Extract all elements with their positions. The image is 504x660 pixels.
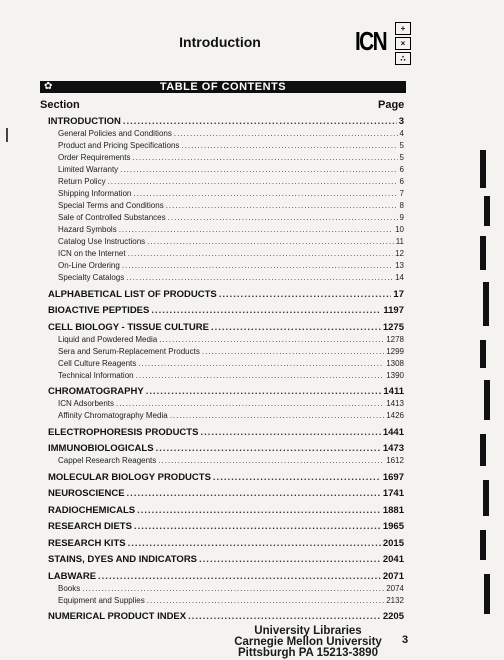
dot-leader — [200, 427, 380, 439]
toc-entry-page: 2132 — [386, 595, 404, 605]
toc-subsection-row — [48, 260, 404, 272]
toc-section-row — [48, 443, 404, 455]
dot-leader — [146, 386, 382, 398]
toc-section-row — [48, 571, 404, 583]
toc-entry-page: 9 — [399, 213, 404, 222]
dot-leader — [174, 128, 398, 140]
logo-boxes — [395, 22, 411, 63]
margin-mark — [6, 128, 8, 142]
toc-entry-page: 12 — [395, 249, 404, 258]
toc-subsection-row — [48, 152, 404, 164]
toc-entry-label: ICN on the Internet — [58, 249, 126, 258]
dot-leader — [128, 248, 394, 260]
toc-entry-label: Technical Information — [58, 370, 134, 380]
toc-entry-page: 2071 — [382, 570, 404, 582]
toc-entry-page: 1413 — [386, 399, 404, 408]
toc-section-row — [48, 427, 404, 439]
section-column-header: Section — [40, 99, 80, 111]
toc-entry-page: 5 — [399, 153, 404, 162]
toc-section-row — [48, 386, 404, 398]
toc-subsection-row — [48, 236, 404, 248]
banner-title: TABLE OF CONTENTS — [159, 81, 287, 93]
library-stamp — [218, 626, 398, 659]
toc-subsection-row — [48, 140, 404, 152]
toc-subsection-row — [48, 370, 404, 382]
toc-subsection-row — [48, 346, 404, 358]
toc-banner — [40, 81, 406, 93]
toc-entry-page: 1441 — [382, 426, 404, 438]
toc-section-row — [48, 322, 404, 334]
toc-entry-label: Sale of Controlled Substances — [58, 213, 166, 222]
toc-entry-page: 3 — [398, 116, 404, 127]
toc-entry-page: 6 — [399, 177, 404, 186]
dot-leader — [136, 370, 385, 382]
binding-edge-marks — [480, 150, 494, 650]
dot-leader — [202, 346, 384, 358]
toc-entry-page: 1278 — [386, 334, 404, 344]
toc-entry-label: LABWARE — [48, 570, 97, 582]
toc-entry-page: 13 — [395, 261, 404, 270]
toc-section-row — [48, 554, 404, 566]
toc-entry-page: 1275 — [382, 321, 404, 333]
toc-section-row — [48, 538, 404, 550]
stamp-line: Carnegie Mellon University — [234, 636, 382, 648]
toc-subsection-row — [48, 583, 404, 595]
toc-entry-page: 1197 — [383, 305, 404, 316]
toc-entry-label: Specialty Catalogs — [58, 273, 125, 282]
toc-entry-page: 1411 — [383, 386, 404, 397]
dot-leader — [127, 488, 381, 500]
toc-entry-page: 5 — [399, 141, 404, 150]
banner-emblem-icon: ✿ — [44, 81, 53, 92]
toc-subsection-row — [48, 248, 404, 260]
toc-subsection-row — [48, 200, 404, 212]
toc-entry-label: Return Policy — [58, 177, 106, 186]
toc-entry-page: 1308 — [386, 358, 404, 368]
toc-subsection-row — [48, 188, 404, 200]
stamp-line: Pittsburgh PA 15213-3890 — [238, 647, 378, 659]
toc-entry-label: Order Requirements — [58, 153, 131, 162]
dot-leader — [199, 554, 381, 566]
toc-entry-label: CHROMATOGRAPHY — [48, 386, 144, 397]
page-column-header: Page — [378, 99, 405, 111]
toc-entry-label: MOLECULAR BIOLOGY PRODUCTS — [48, 471, 211, 483]
toc-subsection-row — [48, 358, 404, 370]
toc-entry-page: 1881 — [382, 504, 404, 516]
logo-text: ICN — [355, 26, 387, 56]
toc-section-row — [48, 289, 404, 301]
dot-leader — [123, 116, 397, 128]
toc-entry-label: Liquid and Powdered Media — [58, 334, 158, 344]
toc-entry-page: 14 — [395, 273, 404, 282]
toc-subsection-row — [48, 455, 404, 467]
dot-leader — [119, 224, 393, 236]
toc-entry-page: 2205 — [382, 611, 404, 622]
logo-box-icon: ∴ — [395, 52, 411, 65]
dot-leader — [128, 538, 381, 550]
toc-entry-page: 2074 — [386, 583, 404, 593]
toc-entry-page: 1612 — [386, 456, 404, 465]
dot-leader — [147, 236, 394, 248]
toc-subsection-row — [48, 224, 404, 236]
toc-section-row — [48, 116, 404, 128]
toc-entry-page: 1473 — [382, 443, 404, 454]
dot-leader — [213, 472, 381, 484]
dot-leader — [126, 272, 393, 284]
toc-entry-page: 1741 — [382, 488, 404, 499]
dot-leader — [158, 455, 384, 467]
toc-entry-label: Shipping Information — [58, 189, 132, 198]
toc-entry-label: Hazard Symbols — [58, 225, 117, 234]
toc-section-row — [48, 611, 404, 623]
toc-section-row — [48, 521, 404, 533]
dot-leader — [116, 398, 384, 410]
toc-entry-label: ALPHABETICAL LIST OF PRODUCTS — [48, 288, 217, 300]
toc-entry-label: Limited Warranty — [58, 165, 119, 174]
toc-entry-label: Affinity Chromatography Media — [58, 411, 168, 420]
toc-entry-label: NEUROSCIENCE — [48, 488, 125, 499]
toc-entry-label: STAINS, DYES AND INDICATORS — [48, 554, 198, 565]
toc-subsection-row — [48, 595, 404, 607]
dot-leader — [108, 176, 398, 188]
dot-leader — [132, 152, 397, 164]
toc-entry-page: 10 — [395, 225, 404, 234]
dot-leader — [138, 358, 384, 370]
dot-leader — [133, 188, 397, 200]
toc-entry-label: Special Terms and Conditions — [58, 201, 164, 210]
toc-entry-page: 1390 — [386, 370, 404, 380]
toc-entry-page: 2015 — [382, 537, 404, 549]
toc-subsection-row — [48, 334, 404, 346]
toc-entry-page: 4 — [399, 129, 404, 138]
toc-subsection-row — [48, 176, 404, 188]
dot-leader — [211, 322, 381, 334]
logo-box-icon: × — [395, 37, 411, 50]
toc-entry-label: RESEARCH DIETS — [48, 521, 132, 532]
toc-subsection-row — [48, 398, 404, 410]
toc-entry-label: Books — [58, 583, 81, 593]
dot-leader — [166, 200, 398, 212]
toc-section-row — [48, 305, 404, 317]
toc-entry-label: Catalog Use Instructions — [58, 237, 146, 246]
toc-entry-page: 2041 — [382, 554, 404, 565]
toc-entry-page: 6 — [399, 165, 404, 174]
toc-entry-label: On-Line Ordering — [58, 261, 120, 270]
dot-leader — [219, 289, 392, 301]
toc-entry-label: BIOACTIVE PEPTIDES — [48, 305, 150, 316]
toc-list — [48, 116, 404, 623]
icn-logo — [355, 20, 413, 62]
toc-entry-label: Equipment and Supplies — [58, 595, 145, 605]
toc-section-row — [48, 472, 404, 484]
toc-entry-label: RESEARCH KITS — [48, 537, 126, 549]
toc-entry-page: 1965 — [382, 521, 404, 532]
dot-leader — [168, 212, 398, 224]
toc-entry-page: 1299 — [386, 346, 404, 356]
page-number: 3 — [402, 634, 409, 646]
logo-box-icon: + — [395, 22, 411, 35]
dot-leader — [181, 140, 397, 152]
toc-subsection-row — [48, 128, 404, 140]
toc-entry-page: 7 — [399, 189, 404, 198]
dot-leader — [151, 305, 381, 317]
dot-leader — [156, 443, 381, 455]
toc-section-row — [48, 488, 404, 500]
dot-leader — [120, 164, 397, 176]
toc-entry-page: 11 — [395, 237, 404, 246]
toc-subsection-row — [48, 212, 404, 224]
toc-subsection-row — [48, 272, 404, 284]
dot-leader — [98, 571, 381, 583]
dot-leader — [188, 611, 381, 623]
toc-subsection-row — [48, 164, 404, 176]
toc-entry-label: ELECTROPHORESIS PRODUCTS — [48, 426, 199, 438]
toc-entry-page: 17 — [393, 288, 404, 300]
toc-entry-page: 1697 — [382, 471, 404, 483]
stamp-line: University Libraries — [254, 625, 362, 637]
toc-entry-label: Cappel Research Reagents — [58, 456, 157, 465]
dot-leader — [122, 260, 393, 272]
toc-entry-label: INTRODUCTION — [48, 116, 121, 127]
dot-leader — [170, 410, 385, 422]
dot-leader — [147, 595, 384, 607]
toc-entry-label: Sera and Serum-Replacement Products — [58, 346, 200, 356]
toc-entry-page: 1426 — [386, 411, 404, 420]
dot-leader — [137, 505, 381, 517]
toc-entry-label: NUMERICAL PRODUCT INDEX — [48, 611, 187, 622]
toc-entry-label: Product and Pricing Specifications — [58, 141, 180, 150]
toc-entry-label: ICN Adsorbents — [58, 399, 115, 408]
toc-entry-label: RADIOCHEMICALS — [48, 504, 136, 516]
toc-entry-label: IMMUNOBIOLOGICALS — [48, 443, 154, 454]
toc-subsection-row — [48, 410, 404, 422]
toc-entry-page: 8 — [399, 201, 404, 210]
toc-entry-label: General Policies and Conditions — [58, 129, 172, 138]
dot-leader — [159, 334, 384, 346]
toc-entry-label: CELL BIOLOGY - TISSUE CULTURE — [48, 321, 209, 333]
toc-entry-label: Cell Culture Reagents — [58, 358, 137, 368]
dot-leader — [134, 521, 381, 533]
toc-section-row — [48, 505, 404, 517]
page-title: Introduction — [179, 34, 261, 50]
dot-leader — [82, 583, 384, 595]
